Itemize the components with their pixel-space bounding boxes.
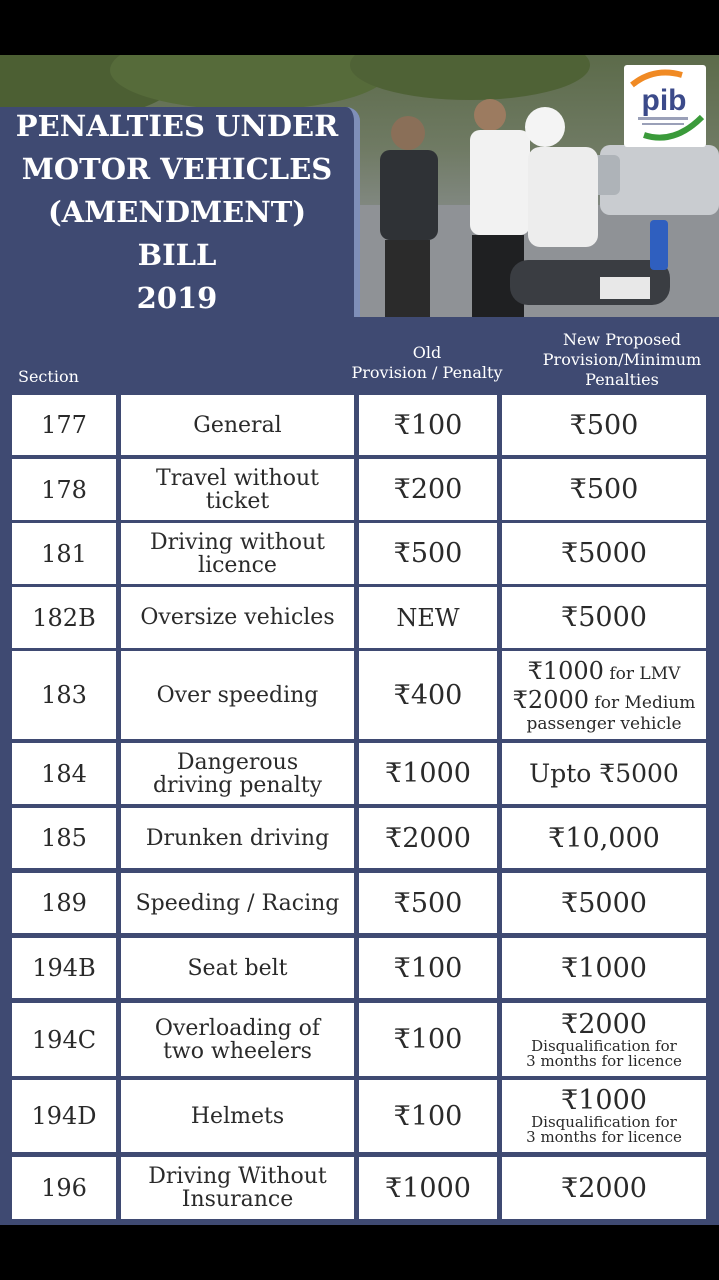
cell-new-penalty: ₹500 bbox=[502, 459, 706, 520]
cell-offence: Drunken driving bbox=[121, 808, 354, 868]
cell-offence: Driving Without Insurance bbox=[121, 1157, 354, 1219]
title-box bbox=[0, 107, 360, 317]
cell-offence: Overloading of two wheelers bbox=[121, 1003, 354, 1076]
table-row bbox=[12, 938, 706, 998]
cell-offence: Dangerous driving penalty bbox=[121, 743, 354, 804]
title-line: PENALTIES UNDER bbox=[15, 108, 339, 143]
cell-offence: Driving without licence bbox=[121, 523, 354, 584]
cell-old-penalty: ₹2000 bbox=[359, 808, 497, 868]
table-row bbox=[12, 523, 706, 584]
cell-old-penalty: ₹100 bbox=[359, 938, 497, 998]
page-title bbox=[0, 105, 354, 320]
cell-section: 182B bbox=[12, 587, 116, 648]
cell-new-penalty: ₹1000 bbox=[502, 938, 706, 998]
table-row bbox=[12, 459, 706, 520]
title-line: 2019 bbox=[136, 280, 218, 315]
cell-section: 196 bbox=[12, 1157, 116, 1219]
cell-old-penalty: ₹500 bbox=[359, 873, 497, 933]
cell-offence: Oversize vehicles bbox=[121, 587, 354, 648]
cell-section: 184 bbox=[12, 743, 116, 804]
logo-text: pib bbox=[641, 84, 687, 117]
cell-offence: Over speeding bbox=[121, 651, 354, 739]
cell-new-penalty: ₹1000 for LMV ₹2000 for Medium passenger vehicle bbox=[502, 651, 706, 739]
cell-old-penalty: NEW bbox=[359, 587, 497, 648]
cell-offence: Helmets bbox=[121, 1080, 354, 1152]
pib-logo-icon bbox=[624, 65, 706, 147]
table-row bbox=[12, 1003, 706, 1076]
header-new: New Proposed Provision/Minimum Penalties bbox=[542, 330, 702, 389]
cell-section: 189 bbox=[12, 873, 116, 933]
cell-offence: Seat belt bbox=[121, 938, 354, 998]
cell-section: 194D bbox=[12, 1080, 116, 1152]
cell-offence: Speeding / Racing bbox=[121, 873, 354, 933]
cell-section: 194B bbox=[12, 938, 116, 998]
table-row bbox=[12, 651, 706, 739]
poster bbox=[0, 55, 719, 1225]
cell-new-penalty: ₹5000 bbox=[502, 523, 706, 584]
cell-old-penalty: ₹500 bbox=[359, 523, 497, 584]
cell-new-penalty: ₹500 bbox=[502, 395, 706, 455]
cell-new-penalty: ₹5000 bbox=[502, 587, 706, 648]
cell-offence: General bbox=[121, 395, 354, 455]
cell-old-penalty: ₹100 bbox=[359, 1003, 497, 1076]
cell-old-penalty: ₹1000 bbox=[359, 743, 497, 804]
table-row bbox=[12, 587, 706, 648]
cell-new-penalty: ₹2000 bbox=[502, 1157, 706, 1219]
cell-section: 194C bbox=[12, 1003, 116, 1076]
cell-old-penalty: ₹400 bbox=[359, 651, 497, 739]
cell-new-penalty: ₹5000 bbox=[502, 873, 706, 933]
table-row bbox=[12, 808, 706, 868]
header-old: Old Provision / Penalty bbox=[351, 343, 503, 382]
cell-old-penalty: ₹1000 bbox=[359, 1157, 497, 1219]
cell-old-penalty: ₹200 bbox=[359, 459, 497, 520]
title-line: MOTOR VEHICLES bbox=[21, 151, 333, 186]
cell-section: 177 bbox=[12, 395, 116, 455]
cell-section: 183 bbox=[12, 651, 116, 739]
table-row bbox=[12, 395, 706, 455]
cell-section: 178 bbox=[12, 459, 116, 520]
table-row bbox=[12, 873, 706, 933]
table-row bbox=[12, 1080, 706, 1152]
title-line: (AMENDMENT) BILL bbox=[47, 194, 307, 272]
cell-section: 185 bbox=[12, 808, 116, 868]
cell-new-penalty: ₹1000 Disqualification for 3 months for licence bbox=[502, 1080, 706, 1152]
cell-offence: Travel without ticket bbox=[121, 459, 354, 520]
cell-new-penalty: Upto ₹5000 bbox=[502, 743, 706, 804]
cell-old-penalty: ₹100 bbox=[359, 1080, 497, 1152]
cell-old-penalty: ₹100 bbox=[359, 395, 497, 455]
cell-new-penalty: ₹10,000 bbox=[502, 808, 706, 868]
header-section: Section bbox=[18, 367, 79, 386]
cell-section: 181 bbox=[12, 523, 116, 584]
table-row bbox=[12, 743, 706, 804]
cell-new-penalty: ₹2000 Disqualification for 3 months for licence bbox=[502, 1003, 706, 1076]
pib-logo bbox=[624, 65, 706, 147]
table-row bbox=[12, 1157, 706, 1219]
